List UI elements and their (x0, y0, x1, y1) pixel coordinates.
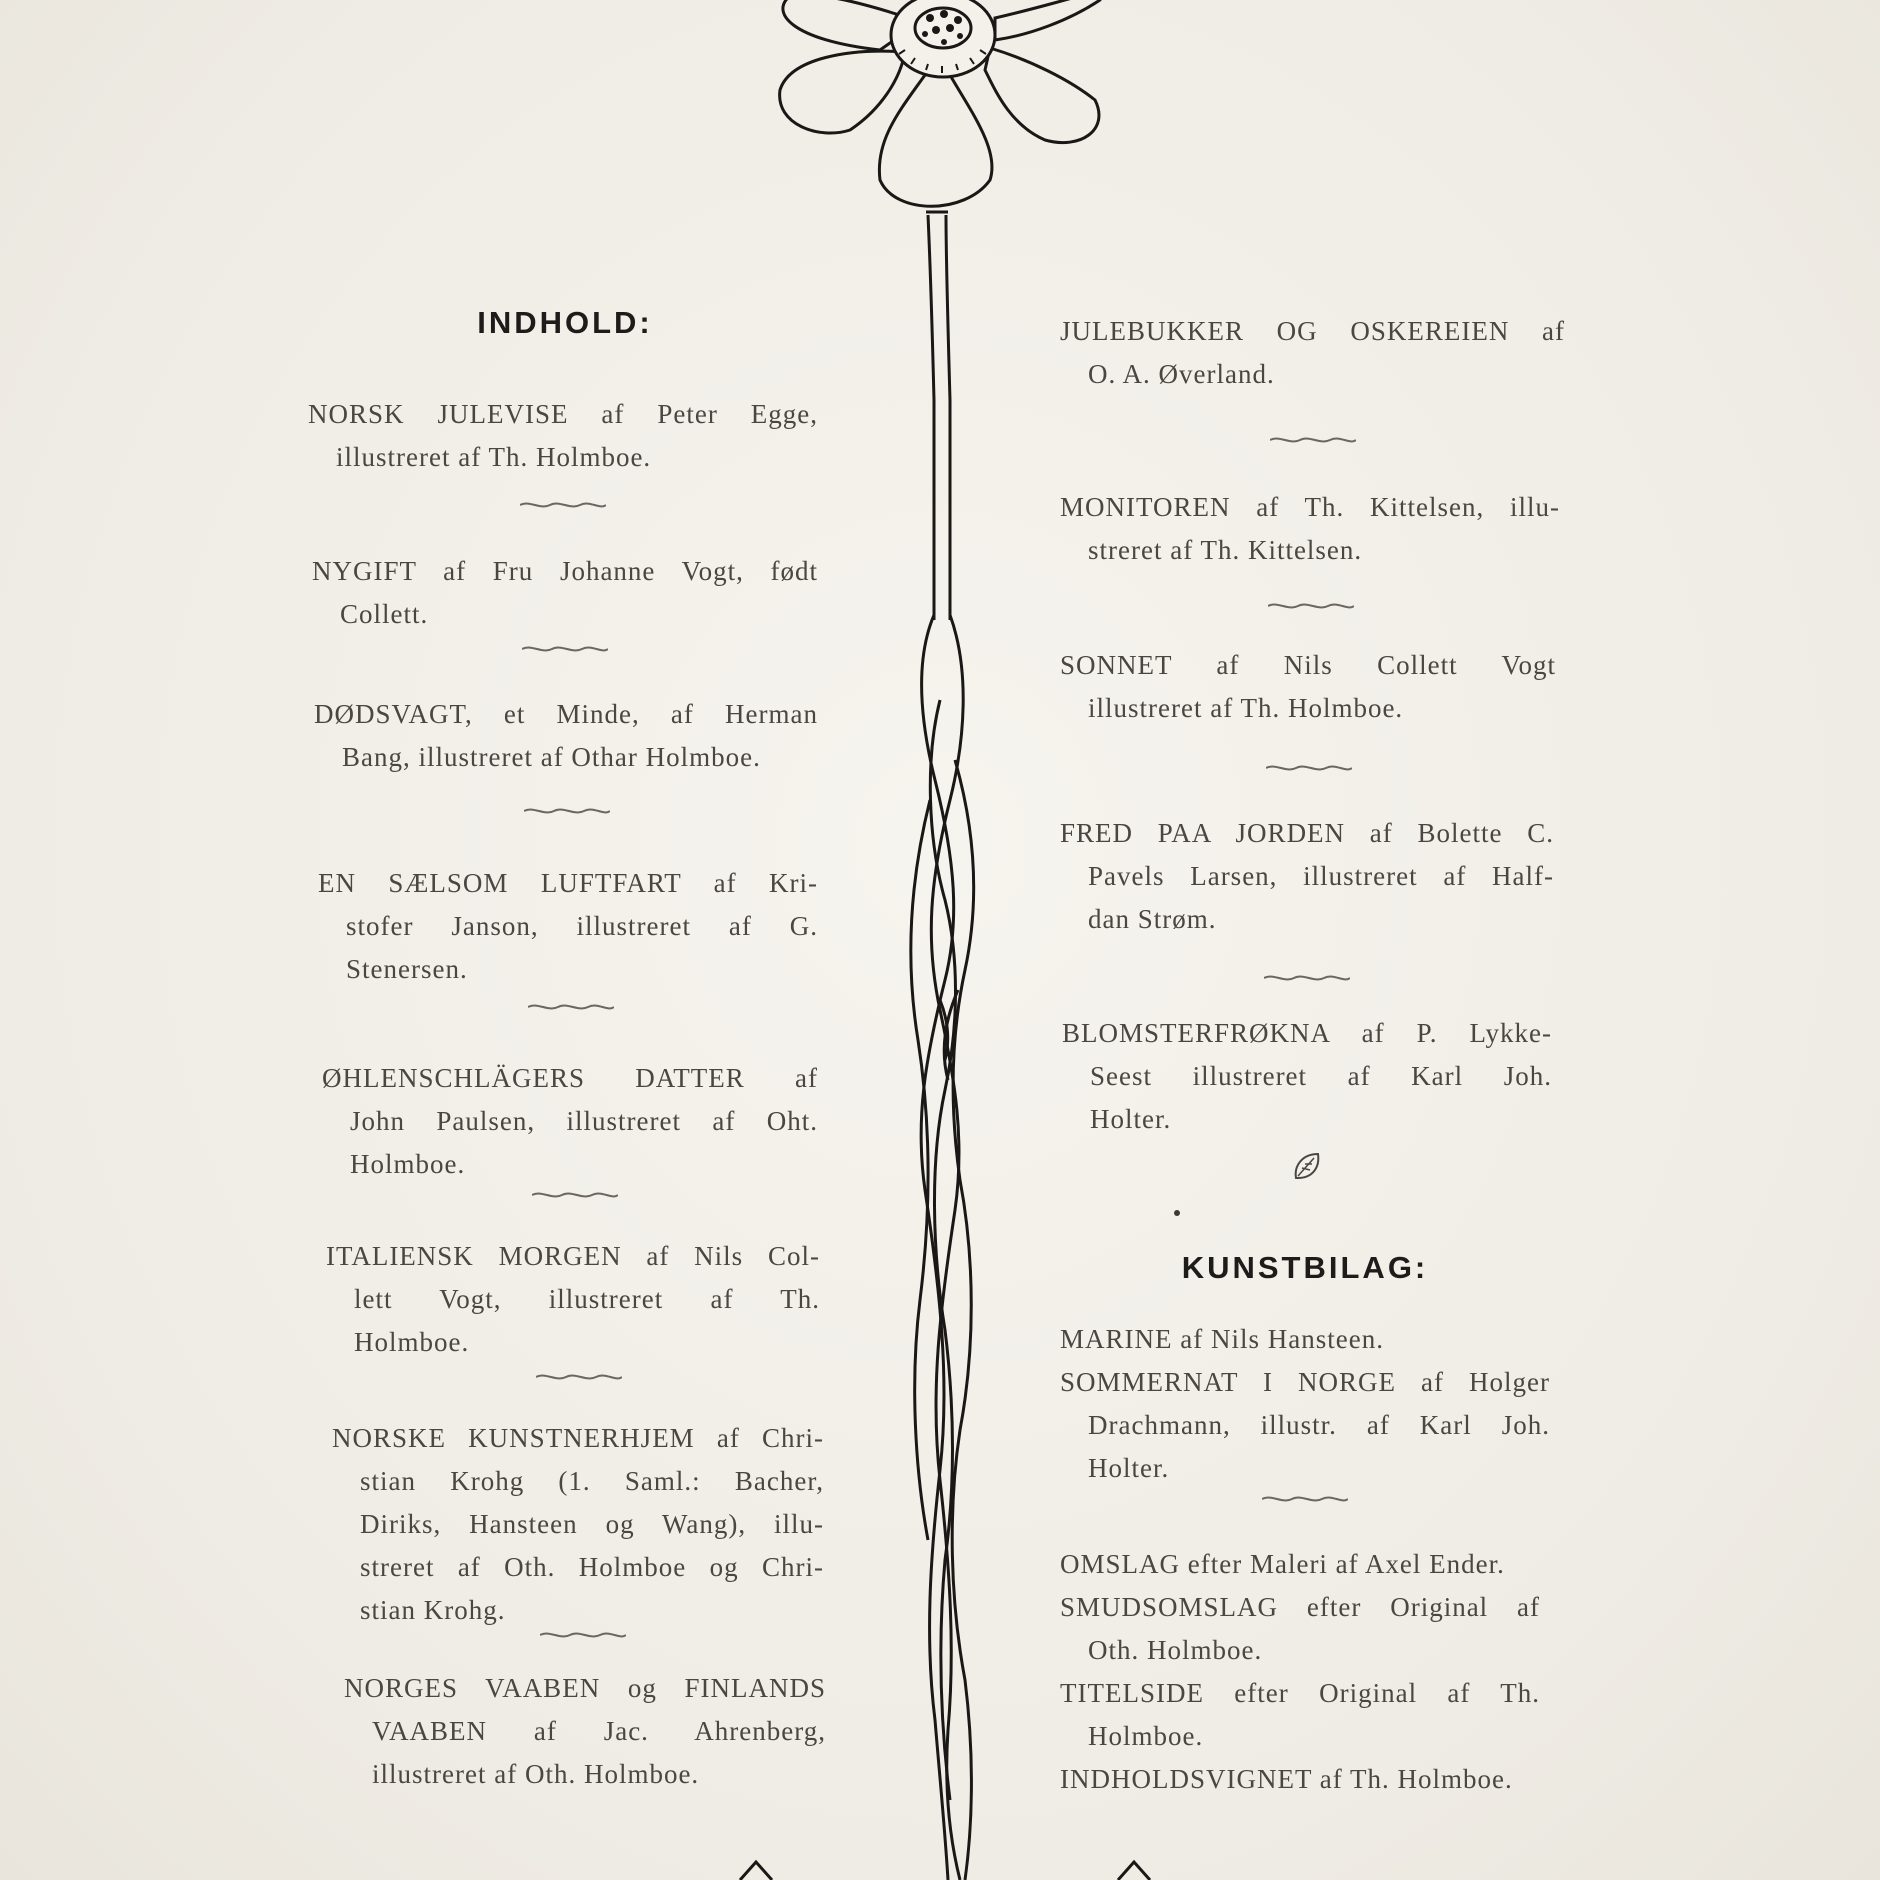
divider-ornament-icon (1266, 763, 1352, 773)
entry-line: ITALIENSK MORGEN af Nils Col- (326, 1241, 820, 1271)
entry-line: stian Krohg. (360, 1595, 506, 1625)
entry-line: JULEBUKKER OG OSKEREIEN af (1060, 316, 1565, 346)
entry-line: FRED PAA JORDEN af Bolette C. (1060, 818, 1554, 848)
entry-line: Oth. Holmboe. (1088, 1635, 1263, 1665)
divider-ornament-icon (522, 644, 608, 654)
entry-line: ØHLENSCHLÄGERS DATTER af (322, 1063, 818, 1093)
entry-line: Diriks, Hansteen og Wang), illu- (360, 1509, 824, 1539)
dot-mark (1174, 1210, 1180, 1216)
entry-line: NORGES VAABEN og FINLANDS (344, 1673, 826, 1703)
entry-line: TITELSIDE efter Original af Th. (1060, 1678, 1540, 1708)
leaf-ornament-icon (1290, 1148, 1326, 1184)
entry-line: Stenersen. (346, 954, 468, 984)
entry-line: Seest illustreret af Karl Joh. (1090, 1061, 1552, 1091)
entry-line: NORSK JULEVISE af Peter Egge, (308, 399, 818, 429)
contents-entry (1060, 644, 1556, 730)
contents-entry (312, 550, 818, 636)
entry-line: streret af Th. Kittelsen. (1088, 535, 1363, 565)
entry-line: Holmboe. (350, 1149, 466, 1179)
art-entry (1060, 1318, 1550, 1490)
divider-ornament-icon (536, 1372, 622, 1382)
entry-line: Pavels Larsen, illustreret af Half- (1088, 861, 1554, 891)
entry-line: SOMMERNAT I NORGE af Holger (1060, 1367, 1550, 1397)
art-supplements-heading: KUNSTBILAG: (1181, 1250, 1429, 1285)
contents-entry (1062, 1012, 1552, 1141)
entry-line: Holter. (1088, 1453, 1170, 1483)
contents-entry (314, 693, 818, 779)
divider-ornament-icon (532, 1190, 618, 1200)
divider-ornament-icon (528, 1002, 614, 1012)
contents-entry (1060, 486, 1560, 572)
entry-line: Holmboe. (354, 1327, 470, 1357)
divider-ornament-icon (524, 806, 610, 816)
contents-entry (318, 862, 818, 991)
contents-entry (322, 1057, 818, 1186)
entry-line: streret af Oth. Holmboe og Chri- (360, 1552, 824, 1582)
contents-entry (1060, 310, 1565, 396)
entry-line: stian Krohg (1. Saml.: Bacher, (360, 1466, 824, 1496)
entry-line: illustreret af Th. Holmboe. (336, 442, 652, 472)
contents-entry (1060, 812, 1554, 941)
entry-line: stofer Janson, illustreret af G. (346, 911, 818, 941)
entry-line: EN SÆLSOM LUFTFART af Kri- (318, 868, 818, 898)
divider-ornament-icon (1264, 973, 1350, 983)
entry-line: illustreret af Th. Holmboe. (1088, 693, 1404, 723)
entry-line: Bang, illustreret af Othar Holmboe. (342, 742, 761, 772)
divider-ornament-icon (540, 1630, 626, 1640)
divider-ornament-icon (1270, 435, 1356, 445)
entry-line: John Paulsen, illustreret af Oht. (350, 1106, 818, 1136)
entry-line: lett Vogt, illustreret af Th. (354, 1284, 820, 1314)
entry-line: NYGIFT af Fru Johanne Vogt, født (312, 556, 818, 586)
contents-entry (344, 1667, 826, 1796)
contents-entry (308, 393, 818, 479)
entry-line: illustreret af Oth. Holmboe. (372, 1759, 700, 1789)
entry-line: NORSKE KUNSTNERHJEM af Chri- (332, 1423, 824, 1453)
entry-line: O. A. Øverland. (1088, 359, 1275, 389)
divider-ornament-icon (1268, 601, 1354, 611)
entry-line: Drachmann, illustr. af Karl Joh. (1088, 1410, 1550, 1440)
art-entry (1060, 1543, 1540, 1801)
entry-line: SMUDSOMSLAG efter Original af (1060, 1592, 1540, 1622)
divider-ornament-icon (1262, 1494, 1348, 1504)
entry-line: Holmboe. (1088, 1721, 1204, 1751)
entry-line: MARINE af Nils Hansteen. (1060, 1324, 1384, 1354)
entry-line: OMSLAG efter Maleri af Axel Ender. (1060, 1549, 1505, 1579)
divider-ornament-icon (520, 500, 606, 510)
entry-line: VAABEN af Jac. Ahrenberg, (372, 1716, 826, 1746)
entry-line: Holter. (1090, 1104, 1172, 1134)
contents-entry (326, 1235, 820, 1364)
contents-heading: INDHOLD: (477, 305, 653, 340)
entry-line: BLOMSTERFRØKNA af P. Lykke- (1062, 1018, 1552, 1048)
contents-entry (332, 1417, 824, 1632)
entry-line: MONITOREN af Th. Kittelsen, illu- (1060, 492, 1560, 522)
entry-line: DØDSVAGT, et Minde, af Herman (314, 699, 818, 729)
entry-line: INDHOLDSVIGNET af Th. Holmboe. (1060, 1764, 1513, 1794)
entry-line: dan Strøm. (1088, 904, 1217, 934)
entry-line: Collett. (340, 599, 429, 629)
entry-line: SONNET af Nils Collett Vogt (1060, 650, 1556, 680)
